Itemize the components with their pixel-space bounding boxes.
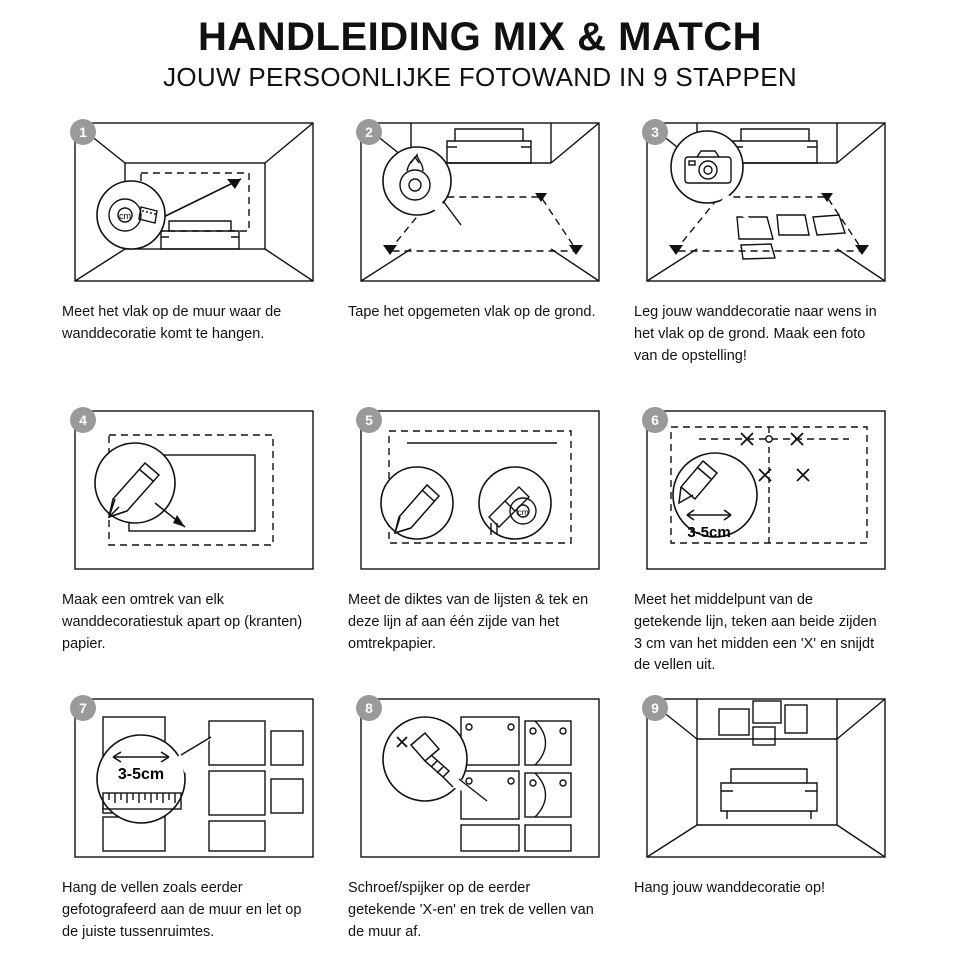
page-title: HANDLEIDING MIX & MATCH xyxy=(197,15,763,59)
step-1-caption: Meet het vlak op de muur waar de wanddecoratie komt te hangen. xyxy=(62,304,282,342)
step-2 xyxy=(348,111,612,389)
header xyxy=(0,0,960,93)
steps-grid xyxy=(0,111,960,965)
step-number-badge: 2 xyxy=(356,119,382,145)
step-number-badge: 3 xyxy=(642,119,668,145)
step-number-badge: 9 xyxy=(642,695,668,721)
step-8-illustration xyxy=(348,687,612,869)
step-number-badge: 1 xyxy=(70,119,96,145)
step-7-caption: Hang de vellen zoals eerder gefotografeerd aan de muur en let op de juiste tussenruimtes. xyxy=(62,880,302,940)
step-5-caption: Meet de diktes van de lijsten & tek en deze lijn af aan één zijde van het omtrekpapier. xyxy=(348,592,589,652)
step-6-measure-label: 3-5cm xyxy=(687,524,731,541)
step-9 xyxy=(634,687,898,965)
step-2-illustration xyxy=(348,111,612,293)
step-1 xyxy=(62,111,326,389)
step-6 xyxy=(634,399,898,677)
step-5 xyxy=(348,399,612,677)
step-number-badge: 4 xyxy=(70,407,96,433)
step-8-caption: Schroef/spijker op de eerder getekende 'X-en' en trek de vellen van de muur af. xyxy=(348,880,594,940)
step-7 xyxy=(62,687,326,965)
step-7-illustration xyxy=(62,687,326,869)
step-number-badge: 7 xyxy=(70,695,96,721)
step-number-badge: 6 xyxy=(642,407,668,433)
step-number-badge: 5 xyxy=(356,407,382,433)
step-9-caption: Hang jouw wanddecoratie op! xyxy=(634,880,826,896)
step-5-illustration xyxy=(348,399,612,581)
step-9-illustration xyxy=(634,687,898,869)
step-4 xyxy=(62,399,326,677)
step-1-bubble-label: cm xyxy=(119,211,131,221)
step-4-illustration xyxy=(62,399,326,581)
step-3 xyxy=(634,111,898,389)
step-6-illustration xyxy=(634,399,898,581)
step-4-caption: Maak een omtrek van elk wanddecoratiestuk apart op (kranten) papier. xyxy=(62,592,303,652)
step-6-caption: Meet het middelpunt van de getekende lijn, teken aan beide zijden 3 cm van het midden een 'X' en snijdt de vellen uit. xyxy=(634,592,877,674)
step-3-illustration xyxy=(634,111,898,293)
step-1-illustration xyxy=(62,111,326,293)
step-2-caption: Tape het opgemeten vlak op de grond. xyxy=(348,304,596,320)
page-subtitle: JOUW PERSOONLIJKE FOTOWAND IN 9 STAPPEN xyxy=(163,62,797,92)
step-7-measure-label: 3-5cm xyxy=(117,766,165,783)
step-number-badge: 8 xyxy=(356,695,382,721)
step-8 xyxy=(348,687,612,965)
step-3-caption: Leg jouw wanddecoratie naar wens in het vlak op de grond. Maak een foto van de opstelling! xyxy=(634,304,877,364)
step-5-bubble-label: cm xyxy=(517,507,529,517)
